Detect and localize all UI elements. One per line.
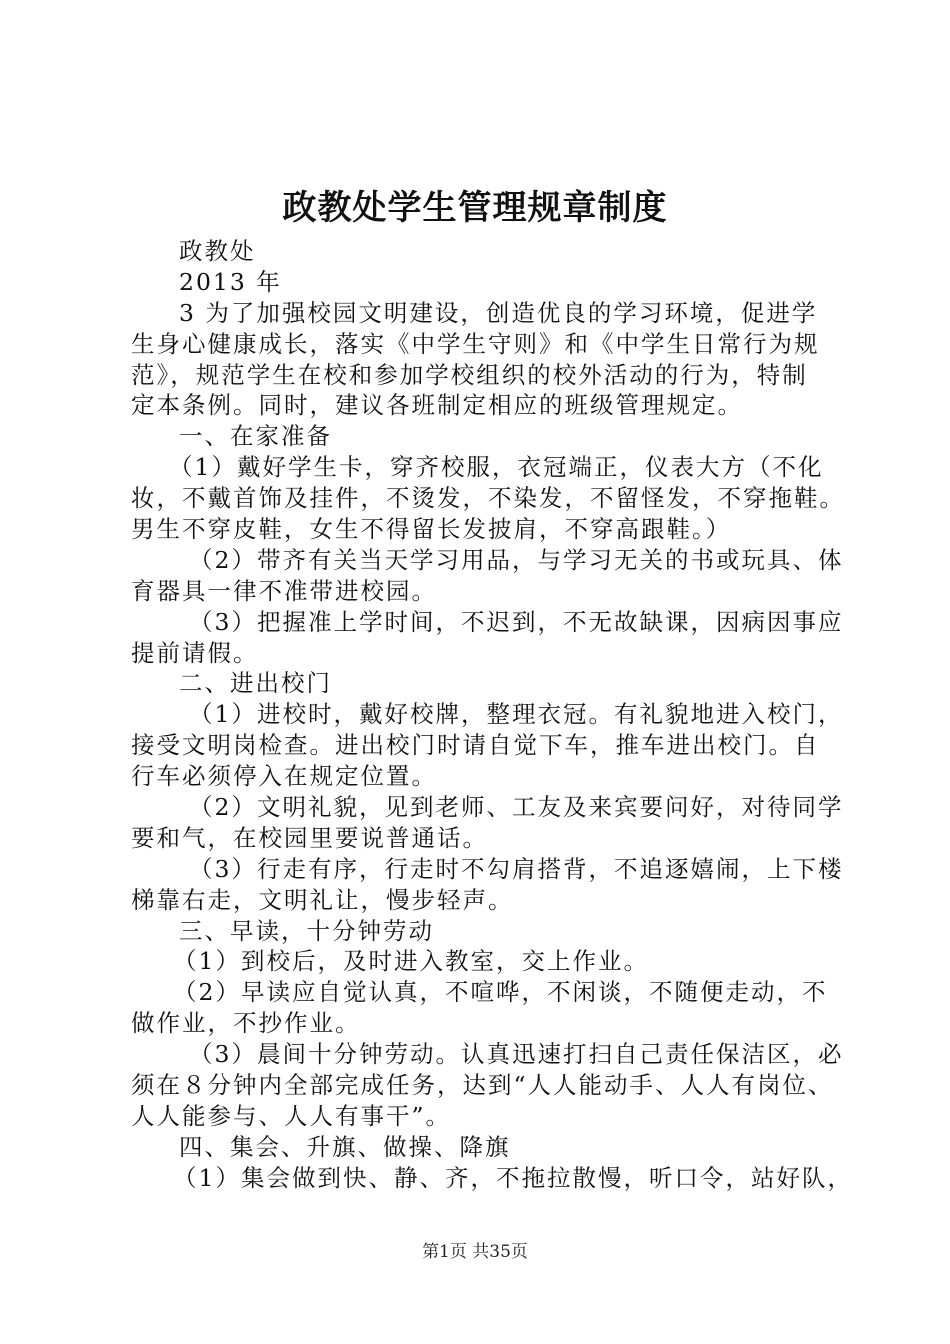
paragraph-line: 妆，不戴首饰及挂件，不烫发，不染发，不留怪发，不穿拖鞋。	[131, 484, 845, 513]
paragraph-line: 须在８分钟内全部完成任务，达到“人人能动手、人人有岗位、	[131, 1071, 834, 1100]
paragraph-line: 接受文明岗检查。进出校门时请自觉下车，推车进出校门。自	[131, 731, 820, 760]
paragraph-line: （1）到校后，及时进入教室，交上作业。	[173, 947, 649, 976]
document-body	[131, 236, 851, 1194]
document-title: 政教处学生管理规章制度	[282, 188, 668, 228]
paragraph-line: （3）晨间十分钟劳动。认真迅速打扫自己责任保洁区，必	[189, 1040, 844, 1069]
paragraph-line: 生身心健康成长，落实《中学生守则》和《中学生日常行为规	[131, 329, 820, 358]
paragraph-line: 做作业，不抄作业。	[131, 1009, 361, 1038]
year-line: 2013 年	[179, 267, 282, 296]
section-heading: 一、在家准备	[179, 422, 332, 451]
paragraph-line: 3 为了加强校园文明建设，创造优良的学习环境，促进学	[179, 298, 818, 327]
paragraph-line: （1）进校时，戴好校牌，整理衣冠。有礼貌地进入校门，	[189, 700, 844, 729]
paragraph-line: （2）文明礼貌，见到老师、工友及来宾要问好，对待同学	[189, 793, 844, 822]
section-heading: 三、早读，十分钟劳动	[179, 916, 434, 945]
page-footer: 第1页 共35页	[422, 1242, 528, 1262]
section-heading: 四、集会、升旗、做操、降旗	[179, 1132, 511, 1161]
paragraph-line: （2）带齐有关当天学习用品，与学习无关的书或玩具、体	[189, 545, 844, 574]
section-heading: 二、进出校门	[179, 669, 332, 698]
paragraph-line: 育器具一律不准带进校园。	[131, 576, 437, 605]
paragraph-line: （1）集会做到快、静、齐，不拖拉散慢，听口令，站好队，	[173, 1163, 853, 1192]
author-line: 政教处	[179, 237, 256, 265]
paragraph-line: 提前请假。	[131, 638, 259, 667]
paragraph-line: 男生不穿皮鞋，女生不得留长发披肩，不穿高跟鞋。）	[131, 515, 732, 544]
paragraph-line: 梯靠右走，文明礼让，慢步轻声。	[131, 885, 514, 914]
paragraph-line: 范》，规范学生在校和参加学校组织的校外活动的行为，特制	[131, 360, 808, 389]
paragraph-line: （1）戴好学生卡，穿齐校服，衣冠端正，仪表大方（不化	[169, 453, 824, 482]
paragraph-line: 人人能参与、人人有事干”。	[131, 1101, 452, 1130]
paragraph-line: 要和气，在校园里要说普通话。	[131, 823, 488, 852]
paragraph-line: （3）把握准上学时间，不迟到，不无故缺课，因病因事应	[189, 607, 844, 636]
paragraph-line: （2）早读应自觉认真，不喧哗，不闲谈，不随便走动，不	[173, 978, 828, 1007]
paragraph-line: 定本条例。同时，建议各班制定相应的班级管理规定。	[131, 391, 743, 420]
paragraph-line: （3）行走有序，行走时不勾肩搭背，不追逐嬉闹，上下楼	[189, 854, 844, 883]
paragraph-line: 行车必须停入在规定位置。	[131, 762, 437, 791]
